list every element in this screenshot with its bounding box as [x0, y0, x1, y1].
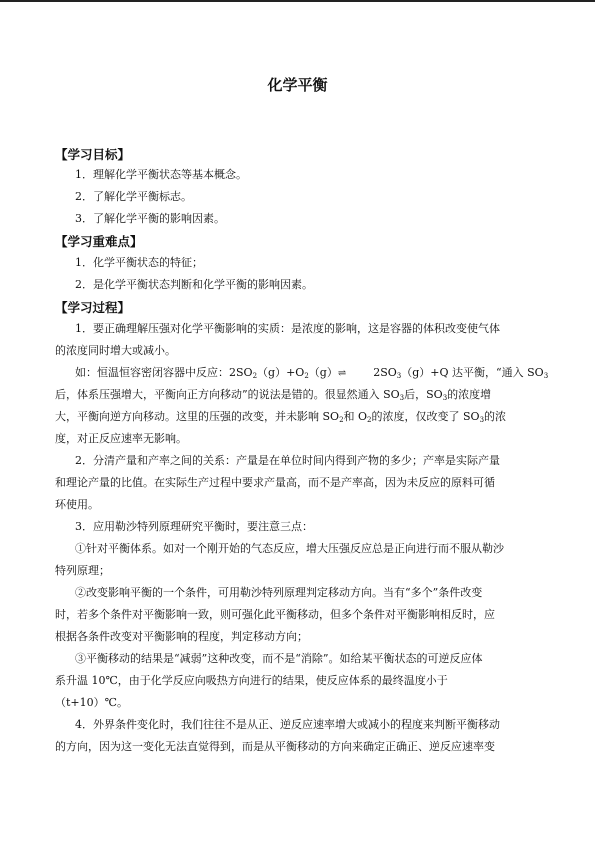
- page-title: 化学平衡: [267, 76, 328, 94]
- equilibrium-arrow: ⇌: [337, 368, 346, 379]
- paragraph-line: 和理论产量的比值。在实际生产过程中要求产量高，而不是产率高，因为未反应的原料可循: [55, 476, 495, 489]
- paragraph-line: 特列原理；: [55, 564, 110, 577]
- top-rule: [0, 0, 595, 2]
- example-line: 后，体系压强增大，平衡向正方向移动”的说法是错的。很显然通入 $SO_3$后，$SO_3$的浓度增: [55, 388, 492, 402]
- paragraph-line: 环使用。: [55, 498, 99, 511]
- keypoint-item: 1．化学平衡状态的特征；: [75, 256, 203, 269]
- paragraph-line: ②改变影响平衡的一个条件，可用勒沙特列原理判定移动方向。当有“多个”条件改变: [75, 586, 483, 599]
- paragraph-line: ①针对平衡体系。如对一个刚开始的气态反应，增大压强反应总是正向进行而不服从勒沙: [75, 542, 504, 555]
- paragraph-line: ③平衡移动的结果是“减弱”这种改变，而不是“消除”。如给某平衡状态的可逆反应体: [75, 652, 483, 665]
- paragraph-line: （t+10）℃。: [55, 696, 128, 709]
- paragraph-line: 时，若多个条件对平衡影响一致，则可强化此平衡移动，但多个条件对平衡影响相反时，应: [55, 608, 495, 621]
- paragraph-line: 的方向，因为这一变化无法直觉得到，而是从平衡移动的方向来确定正确正、逆反应速率变: [55, 740, 495, 753]
- keypoint-item: 2．是化学平衡状态判断和化学平衡的影响因素。: [75, 278, 313, 291]
- paragraph-line: 系升温 10℃，由于化学反应向吸热方向进行的结果，使反应体系的最终温度小于: [55, 674, 448, 687]
- paragraph-line: 的浓度同时增大或减小。: [55, 344, 176, 357]
- goal-item: 1．理解化学平衡状态等基本概念。: [75, 168, 247, 181]
- paragraph-line: 2．分清产量和产率之间的关系：产量是在单位时间内得到产物的多少；产率是实际产量: [75, 454, 500, 467]
- paragraph-line: 1．要正确理解压强对化学平衡影响的实质：是浓度的影响，这是容器的体积改变使气体: [75, 322, 500, 335]
- section-heading-goals: 【学习目标】: [55, 147, 131, 162]
- example-line: 如：恒温恒容密闭容器中反应：$2SO_2(g)+O_2(g)\rightleftharpoons$ $2SO_3(g)+Q$ 达平衡，“通入 $SO_3$: [75, 366, 549, 380]
- section-heading-process: 【学习过程】: [55, 300, 131, 315]
- paragraph-line: 4．外界条件变化时，我们往往不是从正、逆反应速率增大或减小的程度来判断平衡移动: [75, 718, 500, 731]
- goal-item: 3．了解化学平衡的影响因素。: [75, 212, 225, 225]
- paragraph-line: 3．应用勒沙特列原理研究平衡时，要注意三点：: [75, 520, 313, 533]
- section-heading-keypoints: 【学习重难点】: [55, 234, 143, 249]
- example-line: 度，对正反应速率无影响。: [55, 432, 187, 445]
- paragraph-line: 根据各条件改变对平衡影响的程度，判定移动方向；: [55, 630, 308, 643]
- goal-item: 2．了解化学平衡标志。: [75, 190, 192, 203]
- example-line: 大，平衡向逆方向移动。这里的压强的改变，并未影响 $SO_2$和 $O_2$的浓度，仅改变了 $SO_3$的浓: [55, 410, 507, 424]
